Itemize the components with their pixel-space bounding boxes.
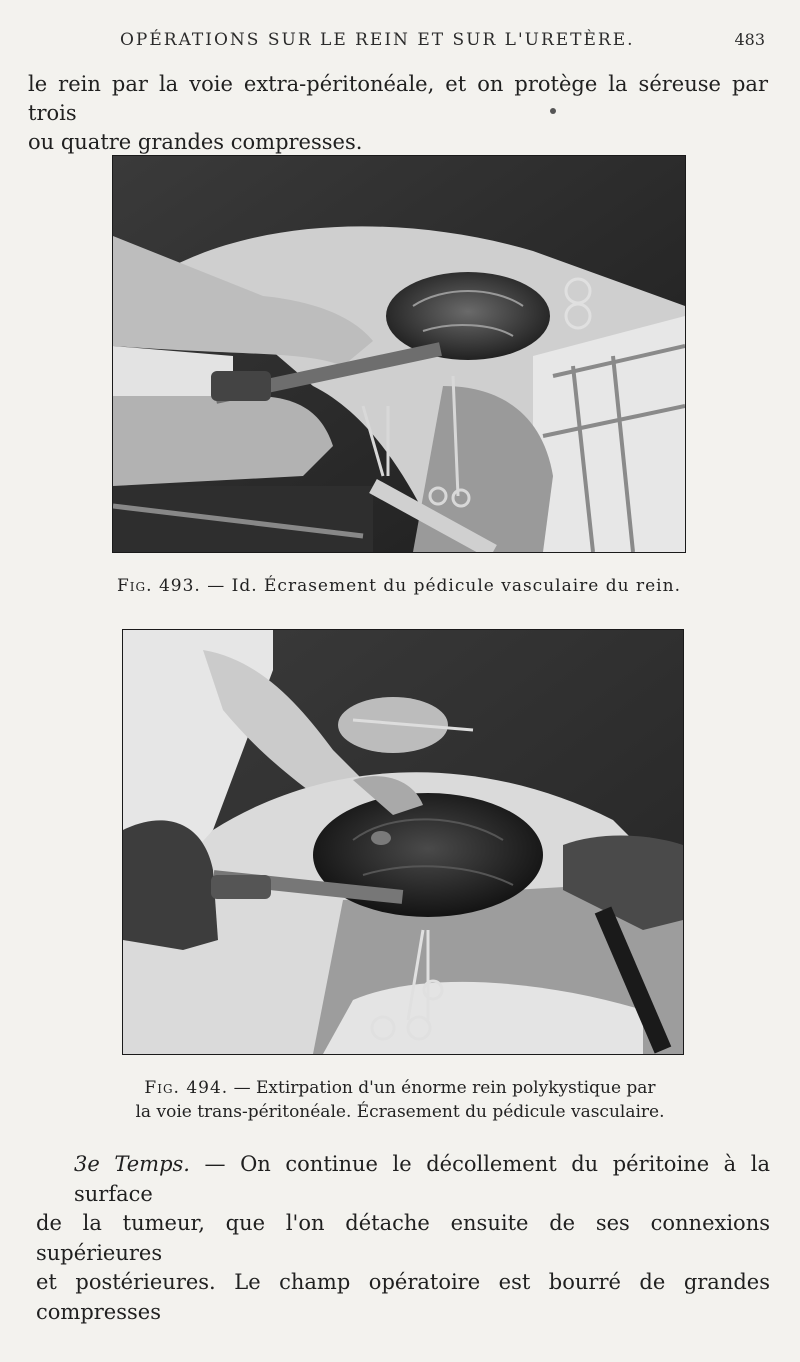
figure-494-caption-text-1: — Extirpation d'un énorme rein polykystique par bbox=[233, 1078, 656, 1098]
figure-494-caption-line-1 bbox=[120, 1076, 680, 1100]
closing-paragraph bbox=[36, 1150, 770, 1327]
figure-493-caption-text: — Id. Écrasement du pédicule vasculaire du rein. bbox=[207, 576, 681, 596]
figure-494-label: Fig. 494. bbox=[144, 1078, 229, 1098]
figure-493-illustration bbox=[113, 156, 685, 552]
running-title: OPÉRATIONS SUR LE REIN ET SUR L'URETÈRE. bbox=[120, 30, 635, 50]
page-number: 483 bbox=[734, 30, 765, 49]
closing-line-1-text: — On continue le décollement du péritoine à la surface bbox=[74, 1152, 770, 1206]
closing-line-3: et postérieures. Le champ opératoire est bourré de grandes compresses bbox=[36, 1270, 770, 1324]
figure-494-illustration bbox=[123, 630, 683, 1054]
figure-493-label: Fig. 493. bbox=[117, 576, 201, 596]
intro-line-1: le rein par la voie extra-péritonéale, et on protège la séreuse par trois bbox=[28, 72, 768, 125]
figure-494-caption-line-2: la voie trans-péritonéale. Écrasement du pédicule vasculaire. bbox=[135, 1102, 665, 1122]
figure-494-photo bbox=[123, 630, 683, 1054]
ink-speck bbox=[550, 108, 556, 114]
figure-493-photo bbox=[113, 156, 685, 552]
closing-line-2: de la tumeur, que l'on détache ensuite de ses connexions supérieures bbox=[36, 1211, 770, 1265]
step-label: 3e Temps. bbox=[74, 1152, 190, 1176]
page-header bbox=[120, 30, 765, 54]
intro-line-2: ou quatre grandes compresses. bbox=[28, 130, 363, 154]
figure-493-caption bbox=[113, 574, 685, 598]
intro-paragraph bbox=[28, 70, 768, 157]
figure-494-caption bbox=[120, 1076, 680, 1124]
closing-line-1 bbox=[36, 1150, 770, 1209]
